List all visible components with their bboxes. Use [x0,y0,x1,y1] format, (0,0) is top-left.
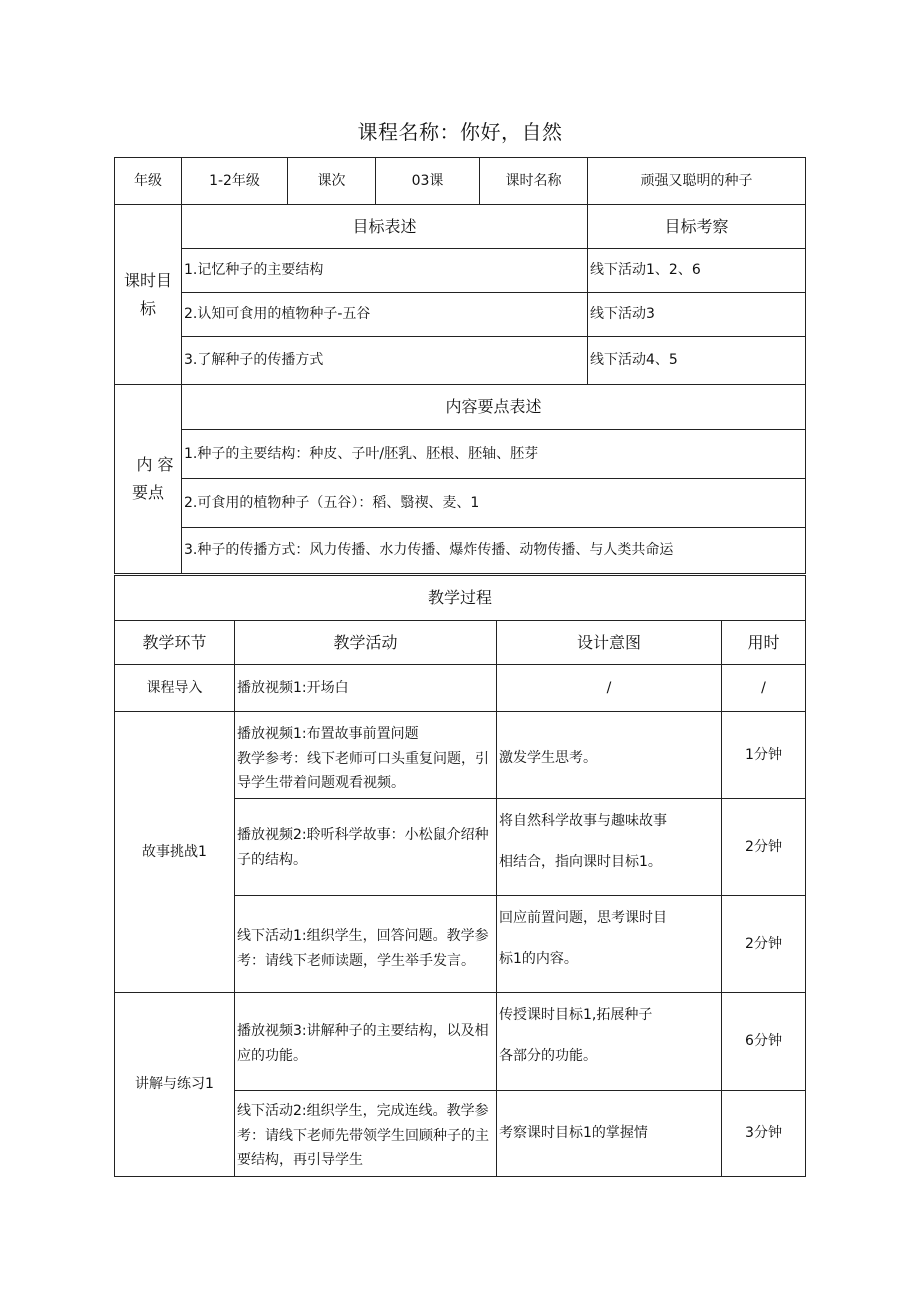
time-story-2: 2分钟 [721,798,806,896]
activity-lecture-2-line-2: 考：请线下老师先带领学生回顾种子的主 [237,1127,489,1144]
intent-lecture-2: 考察课时目标1的掌握情 [496,1090,722,1177]
activity-intro: 播放视频1:开场白 [234,664,497,712]
objective-check-2: 线下活动3 [587,292,806,337]
content-header: 内容要点表述 [181,384,806,430]
lesson-value: 03课 [375,157,480,205]
grade-value: 1-2年级 [181,157,288,205]
objective-check-1: 线下活动1、2、6 [587,248,806,293]
intent-lecture-1-line-1: 传授课时目标1,拓展种子 [499,1007,653,1023]
content-section-text-2: 要点 [131,483,164,502]
content-section-label [114,384,182,574]
objectives-goal-header: 目标表述 [181,204,588,249]
content-section-text-1: 内 容 [136,455,174,474]
activity-story-1-line-3: 导学生带着问题观看视频。 [237,775,405,791]
activity-lecture-2-line-1: 线下活动2:组织学生，完成连线。教学参 [237,1103,489,1119]
objectives-section-text: 课时目标 [123,270,172,318]
content-point-2: 2.可食用的植物种子（五谷）：稻、翳禊、麦、1 [181,478,806,528]
objective-goal-3: 3.了解种子的传播方式 [181,336,588,385]
activity-lecture-1-line-1: 播放视频3:讲解种子的主要结构，以及相 [237,1023,489,1039]
activity-story-1-line-2: 教学参考：线下老师可口头重复问题，引 [237,750,489,767]
process-title: 教学过程 [114,575,806,621]
intent-story-2-line-2: 相结合，指向课时目标1。 [499,853,662,870]
content-point-1: 1.种子的主要结构：种皮、子叶/胚乳、胚根、胚轴、胚芽 [181,429,806,479]
activity-lecture-1-line-2: 应的功能。 [237,1047,307,1064]
time-lecture-2: 3分钟 [721,1090,806,1177]
activity-story-2 [234,798,497,896]
stage-intro: 课程导入 [114,664,235,712]
intent-story-3 [496,895,722,993]
intent-lecture-1 [496,992,722,1091]
activity-story-3 [234,895,497,993]
activity-story-2-line-2: 子的结构。 [237,851,307,868]
intent-story-1-line-1: 激发学生思考。 [499,750,597,766]
intent-story-1 [496,711,722,799]
content-point-3: 3.种子的传播方式：风力传播、水力传播、爆炸传播、动物传播、与人类共命运 [181,527,806,574]
intent-lecture-1-line-2: 各部分的功能。 [499,1047,597,1064]
objective-check-3: 线下活动4、5 [587,336,806,385]
grade-label: 年级 [114,157,182,205]
stage-story: 故事挑战1 [114,711,235,993]
activity-story-1 [234,711,497,799]
intent-story-3-line-1: 回应前置问题，思考课时目 [499,910,667,926]
activity-story-2-line-1: 播放视频2:聆听科学故事：小松鼠介绍种 [237,827,489,843]
objective-goal-1: 1.记忆种子的主要结构 [181,248,588,293]
lesson-name-label: 课时名称 [479,157,588,205]
process-header-activity: 教学活动 [234,620,497,665]
page-title: 课程名称：你好，自然 [357,120,563,144]
process-header-time: 用时 [721,620,806,665]
process-header-stage: 教学环节 [114,620,235,665]
time-story-3: 2分钟 [721,895,806,993]
intent-intro: / [496,664,722,712]
time-story-1: 1分钟 [721,711,806,799]
stage-lecture: 讲解与练习1 [114,992,235,1177]
activity-story-1-line-1: 播放视频1:布置故事前置问题 [237,726,419,742]
intent-story-2 [496,798,722,896]
objectives-check-header: 目标考察 [587,204,806,249]
process-header-intent: 设计意图 [496,620,722,665]
time-intro: / [721,664,806,712]
activity-lecture-1 [234,992,497,1091]
activity-lecture-2 [234,1090,497,1177]
lesson-label: 课次 [287,157,376,205]
activity-lecture-2-line-3: 要结构，再引导学生 [237,1152,363,1168]
intent-story-2-line-1: 将自然科学故事与趣味故事 [499,813,667,829]
activity-story-3-line-1: 线下活动1:组织学生，回答问题。教学参 [237,928,489,944]
intent-story-3-line-2: 标1的内容。 [499,950,578,967]
objective-goal-2: 2.认知可食用的植物种子-五谷 [181,292,588,337]
lesson-name-value: 顽强又聪明的种子 [587,157,806,205]
activity-story-3-line-2: 考：请线下老师读题，学生举手发言。 [237,952,475,969]
time-lecture-1: 6分钟 [721,992,806,1091]
objectives-section-label [114,204,182,385]
